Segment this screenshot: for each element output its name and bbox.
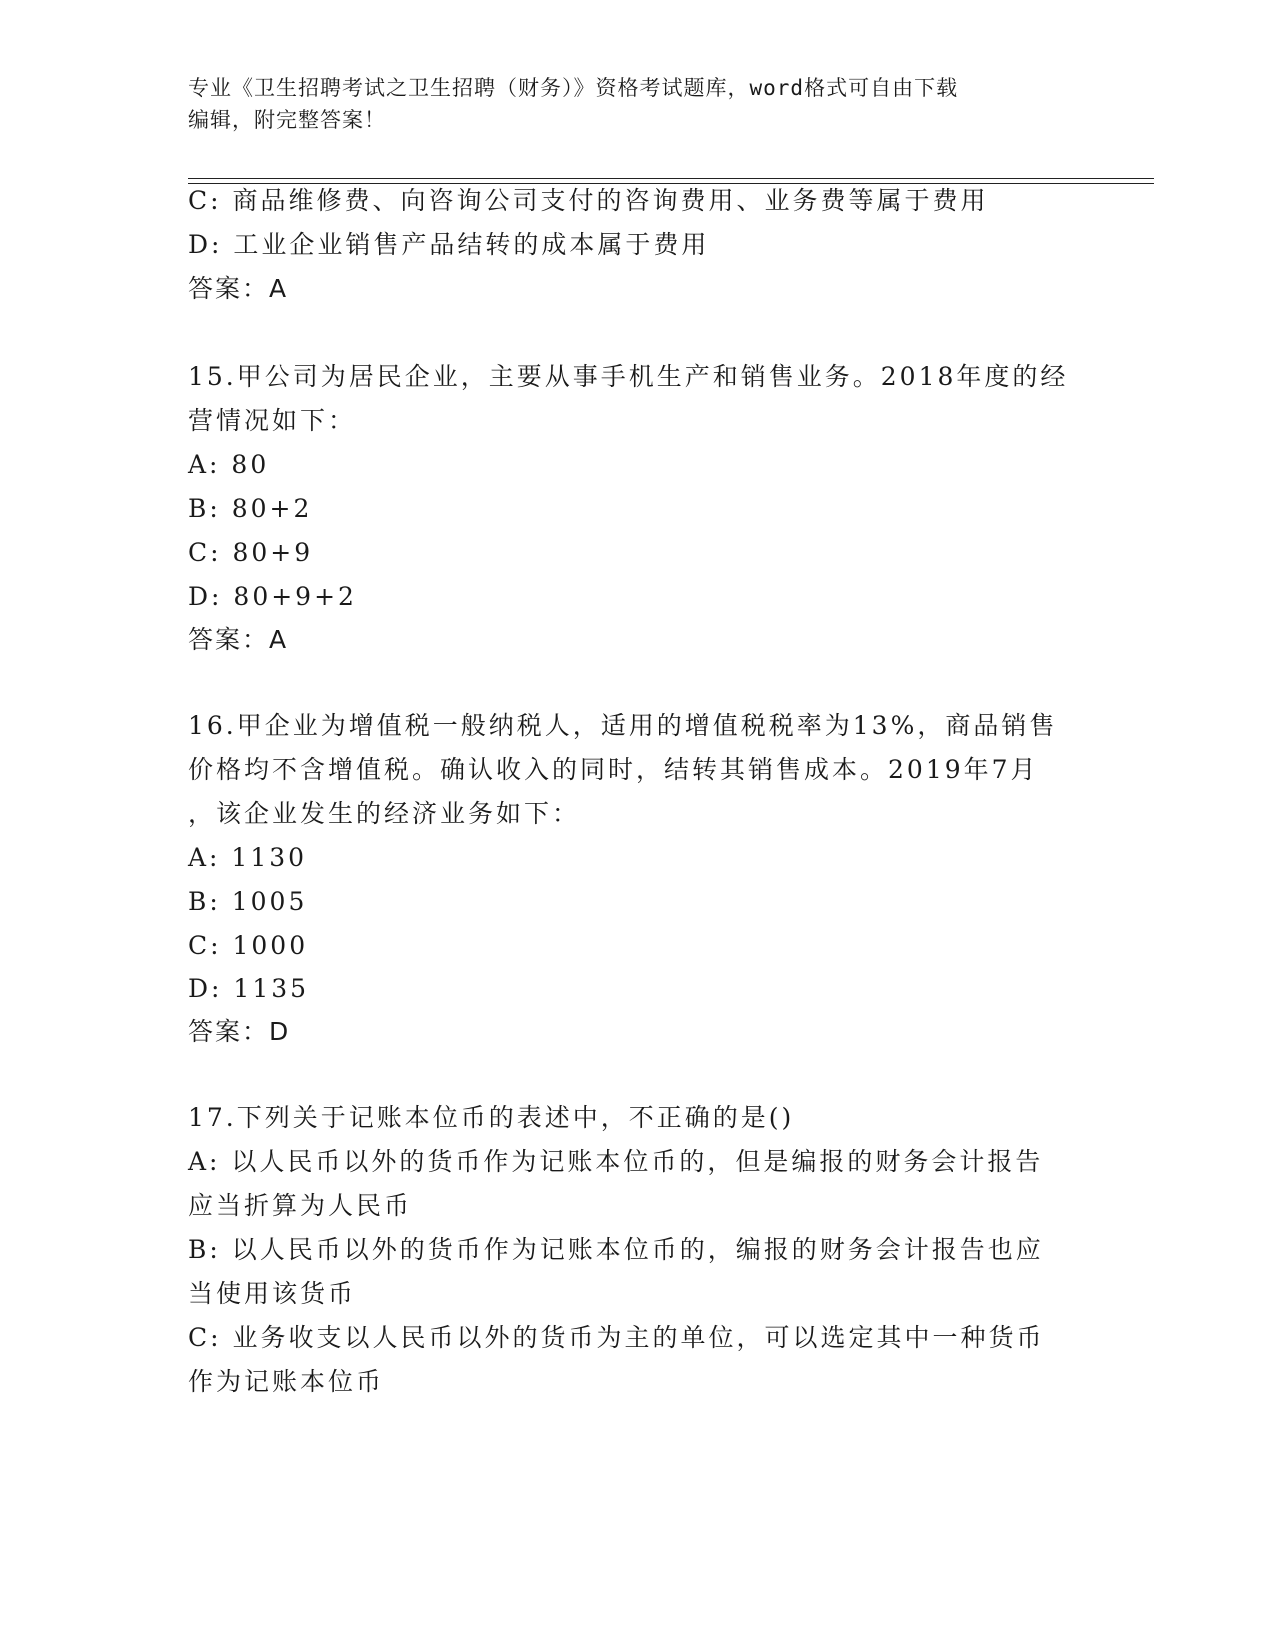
q15-option-b: B: 80+2: [188, 494, 313, 523]
q14-option-c: C: 商品维修费、向咨询公司支付的咨询费用、业务费等属于费用: [188, 186, 989, 215]
q16-option-c: C: 1000: [188, 931, 309, 960]
header-line-1: 专业《卫生招聘考试之卫生招聘（财务）》资格考试题库，word格式可自由下载: [188, 76, 959, 100]
q17-option-b-line-2: 当使用该货币: [188, 1279, 357, 1308]
q17-option-c-line-2: 作为记账本位币: [188, 1367, 385, 1396]
q15-stem-line-2: 营情况如下：: [188, 406, 357, 435]
q16-stem-line-1: 16.甲企业为增值税一般纳税人，适用的增值税税率为13%，商品销售: [188, 711, 1058, 740]
q16-stem-line-3: ，该企业发生的经济业务如下：: [188, 799, 581, 828]
q16-answer: 答案：D: [188, 1017, 291, 1046]
q15-stem-line-1: 15.甲公司为居民企业，主要从事手机生产和销售业务。2018年度的经: [188, 362, 1069, 391]
q17-option-a-line-1: A: 以人民币以外的货币作为记账本位币的，但是编报的财务会计报告: [188, 1147, 1044, 1176]
header-divider-bottom: [188, 183, 1154, 184]
header-divider-top: [188, 178, 1154, 179]
q15-option-d: D: 80+9+2: [188, 582, 357, 611]
header-line-2: 编辑，附完整答案！: [188, 108, 386, 132]
q17-stem-line-1: 17.下列关于记账本位币的表述中，不正确的是(): [188, 1103, 795, 1132]
q17-option-c-line-1: C: 业务收支以人民币以外的货币为主的单位，可以选定其中一种货币: [188, 1323, 1045, 1352]
q14-answer: 答案：A: [188, 274, 289, 303]
q16-option-a: A: 1130: [188, 843, 308, 872]
q16-option-b: B: 1005: [188, 887, 308, 916]
q17-option-a-line-2: 应当折算为人民币: [188, 1191, 413, 1220]
q14-option-d: D: 工业企业销售产品结转的成本属于费用: [188, 230, 710, 259]
q15-option-a: A: 80: [188, 450, 270, 479]
q15-option-c: C: 80+9: [188, 538, 314, 567]
q16-option-d: D: 1135: [188, 974, 310, 1003]
q16-stem-line-2: 价格均不含增值税。确认收入的同时，结转其销售成本。2019年7月: [188, 755, 1039, 784]
q15-answer: 答案：A: [188, 625, 289, 654]
document-header: [188, 72, 1088, 136]
q17-option-b-line-1: B: 以人民币以外的货币作为记账本位币的，编报的财务会计报告也应: [188, 1235, 1044, 1264]
